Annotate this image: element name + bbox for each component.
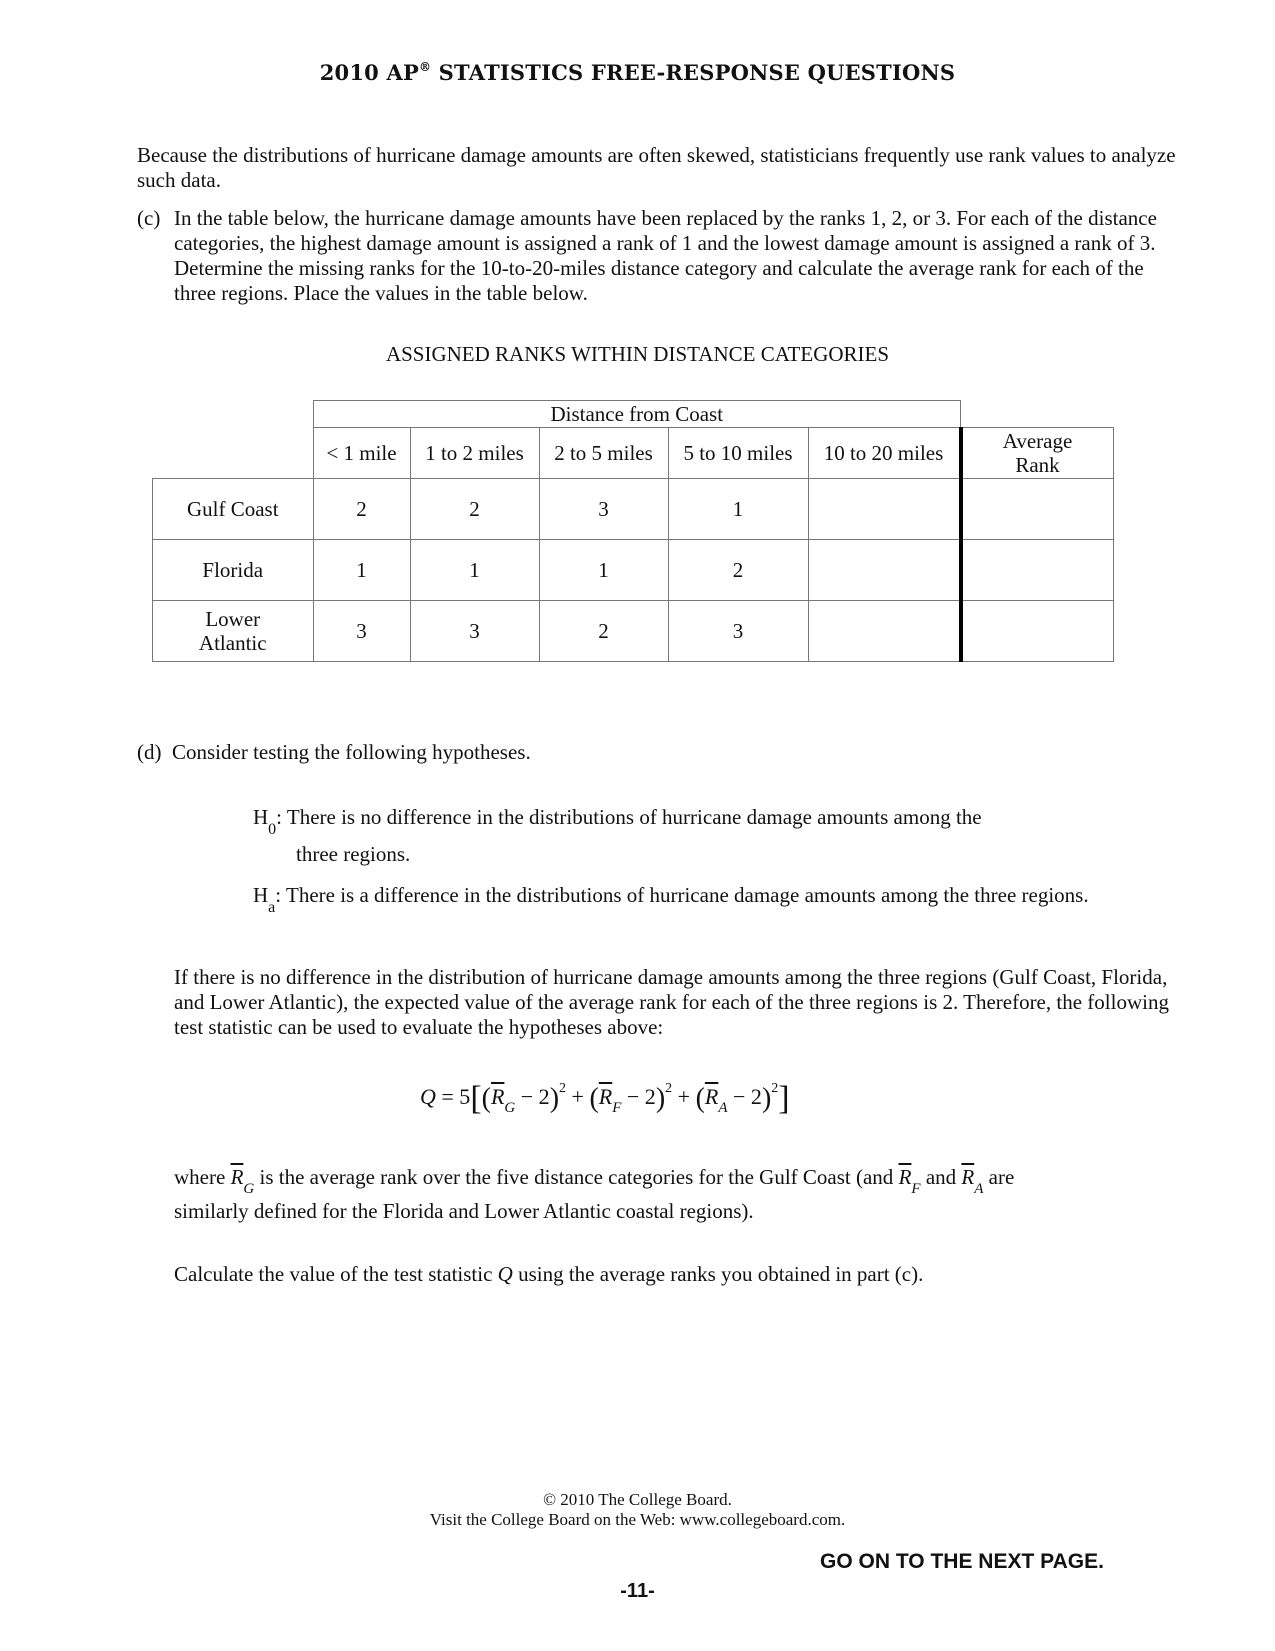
q-symbol: Q: [497, 1262, 513, 1286]
region-line2: Atlantic: [198, 631, 267, 655]
table-title: ASSIGNED RANKS WITHIN DISTANCE CATEGORIES: [385, 342, 890, 366]
r-bar: $\overline{R}$: [961, 1165, 975, 1189]
region-line1: Lower: [205, 607, 261, 631]
h-symbol: H: [253, 805, 269, 829]
ranks-table: [152, 400, 1114, 662]
r-bar: $\overline{R}$: [490, 1084, 505, 1109]
blank-cell: [153, 401, 314, 428]
rank-cell: 3: [539, 479, 668, 540]
page-number: -11-: [620, 1580, 655, 1602]
rank-cell-empty: [808, 601, 961, 662]
exponent: 2: [771, 1081, 779, 1096]
part-c-label: (c): [137, 206, 161, 230]
column-header: 1 to 2 miles: [410, 428, 539, 479]
test-statistic-formula: [420, 1080, 790, 1118]
rank-cell: 1: [539, 540, 668, 601]
rank-cell: 3: [668, 601, 808, 662]
h-subscript: 0: [268, 821, 277, 838]
column-header: < 1 mile: [313, 428, 410, 479]
calculate-instruction: [174, 1262, 923, 1287]
q-symbol: Q: [420, 1084, 436, 1109]
where-text: are: [983, 1165, 1015, 1189]
visit-website: Visit the College Board on the Web: www.collegeboard.com.: [429, 1510, 846, 1529]
part-d-text: Consider testing the following hypotheses.: [172, 740, 531, 764]
rank-cell: 1: [313, 540, 410, 601]
h-subscript: a: [268, 899, 276, 916]
right-bracket: ]: [778, 1080, 790, 1117]
title-prefix: 2010 AP: [319, 60, 419, 85]
average-rank-cell: [961, 540, 1114, 601]
average-rank-cell: [961, 479, 1114, 540]
expected-value-paragraph: If there is no difference in the distribution of hurricane damage amounts among the three regions (Gulf Coast, Florida, and Lower Atlantic), the expected value of the average rank for each of the three regions is 2. Therefore, the following test statistic can be used to evaluate the hypotheses above:: [174, 965, 1169, 1039]
part-d: [137, 740, 531, 765]
table-row: [153, 601, 1114, 662]
calc-text: using the average ranks you obtained in part (c).: [512, 1262, 924, 1286]
rank-cell: 2: [410, 479, 539, 540]
copyright: © 2010 The College Board.: [543, 1490, 732, 1509]
h0-text: : There is no difference in the distributions of hurricane damage amounts among the: [276, 805, 982, 829]
table-row: [153, 479, 1114, 540]
where-definition-cont: similarly defined for the Florida and Lower Atlantic coastal regions).: [174, 1199, 754, 1223]
sub-g: G: [504, 1100, 516, 1116]
null-hypothesis-cont: three regions.: [296, 842, 411, 866]
intro-paragraph: Because the distributions of hurricane damage amounts are often skewed, statisticians frequently use rank values to analyze such data.: [137, 143, 1176, 192]
avg-header-line1: Average: [1002, 429, 1073, 453]
column-header: 5 to 10 miles: [668, 428, 808, 479]
rank-cell-empty: [808, 479, 961, 540]
r-bar: $\overline{R}$: [704, 1084, 719, 1109]
paren: ): [549, 1083, 560, 1114]
title-suffix: STATISTICS FREE-RESPONSE QUESTIONS: [431, 60, 956, 85]
average-rank-header: [961, 428, 1114, 479]
avg-header-line2: Rank: [1015, 453, 1060, 477]
sub-f: F: [612, 1100, 622, 1116]
blank-cell: [153, 428, 314, 479]
rank-cell: 2: [539, 601, 668, 662]
column-header: 2 to 5 miles: [539, 428, 668, 479]
column-header: 10 to 20 miles: [808, 428, 961, 479]
row-label-florida: Florida: [153, 540, 314, 601]
plus: +: [672, 1084, 696, 1109]
rank-cell: 2: [313, 479, 410, 540]
paren: (: [481, 1083, 491, 1114]
sub-g: G: [243, 1181, 255, 1197]
sub-a: A: [974, 1181, 984, 1197]
rank-cell-empty: [808, 540, 961, 601]
average-rank-cell: [961, 601, 1114, 662]
sub-a: A: [718, 1100, 728, 1116]
minus-two: − 2: [515, 1084, 550, 1109]
page-title: [0, 60, 1275, 85]
plus: +: [566, 1084, 590, 1109]
sub-f: F: [911, 1181, 921, 1197]
equals-five: = 5: [435, 1084, 471, 1109]
row-label-lower-atlantic: [153, 601, 314, 662]
table-row: [153, 540, 1114, 601]
go-on-notice: GO ON TO THE NEXT PAGE.: [820, 1550, 1104, 1573]
where-text: is the average rank over the five distance categories for the Gulf Coast (and: [254, 1165, 899, 1189]
exponent: 2: [665, 1081, 673, 1096]
blank-cell: [961, 401, 1114, 428]
exponent: 2: [559, 1081, 567, 1096]
part-c: [137, 206, 1177, 306]
rank-cell: 2: [668, 540, 808, 601]
minus-two: − 2: [727, 1084, 762, 1109]
rank-cell: 3: [410, 601, 539, 662]
paren: (: [695, 1083, 705, 1114]
rank-cell: 1: [668, 479, 808, 540]
ha-text: : There is a difference in the distributions of hurricane damage amounts among the three regions.: [275, 883, 1089, 907]
null-hypothesis: [253, 805, 982, 839]
where-definition: [174, 1165, 1184, 1202]
minus-two: − 2: [621, 1084, 656, 1109]
row-label-gulf-coast: Gulf Coast: [153, 479, 314, 540]
paren: ): [761, 1083, 772, 1114]
calc-text: Calculate the value of the test statistic: [174, 1262, 498, 1286]
rank-cell: 1: [410, 540, 539, 601]
h-symbol: H: [253, 883, 269, 907]
r-bar: $\overline{R}$: [230, 1165, 244, 1189]
where-text: and: [920, 1165, 962, 1189]
alternative-hypothesis: [253, 883, 1089, 917]
r-bar: $\overline{R}$: [598, 1084, 613, 1109]
part-d-label: (d): [137, 740, 162, 764]
where-text: where: [174, 1165, 231, 1189]
paren: ): [655, 1083, 666, 1114]
rank-cell: 3: [313, 601, 410, 662]
group-header-distance: Distance from Coast: [313, 401, 961, 428]
left-bracket: [: [470, 1080, 482, 1117]
r-bar: $\overline{R}$: [898, 1165, 912, 1189]
part-c-text: In the table below, the hurricane damage amounts have been replaced by the ranks 1, 2, or 3. For each of the distance categories, the highest damage amount is assigned a rank of 1 and the lowest damage amount is assigned a rank of 3. Determine the missing ranks for the 10-to-20-miles distance category and calculate the average rank for each of the three regions. Place the values in the table below.: [174, 206, 1157, 305]
registered-mark: ®: [418, 60, 432, 74]
paren: (: [589, 1083, 599, 1114]
